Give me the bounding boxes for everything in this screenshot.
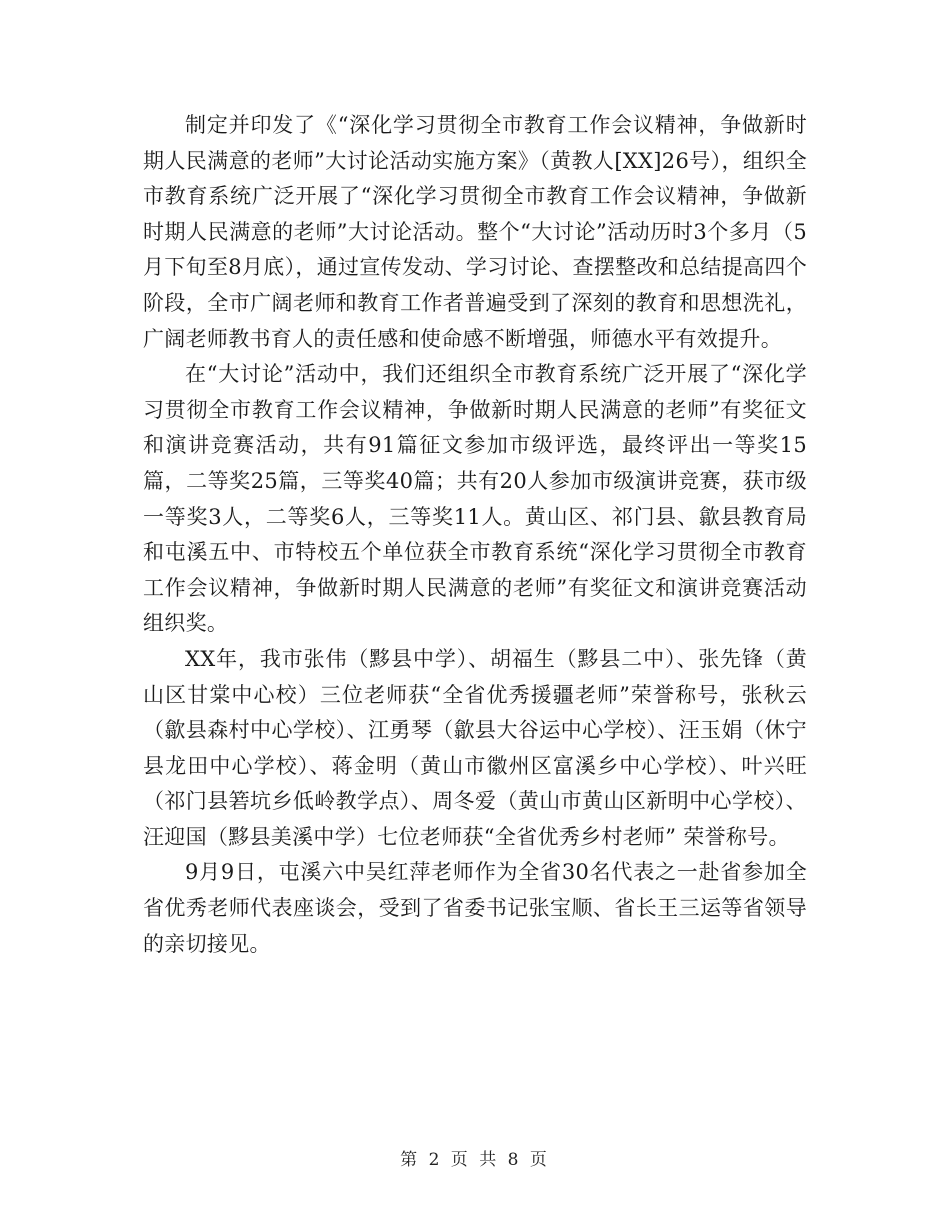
page-number-footer: 第 2 页 共 8 页 (400, 1150, 550, 1170)
paragraph-teacher-honors: XX年，我市张伟（黟县中学）、胡福生（黟县二中）、张先锋（黄山区甘棠中心校）三位老师获“全省优秀援疆老师”荣誉称号，张秋云（歙县森村中心学校）、江勇琴（歙县大谷运中心学校）、汪玉娟（休宁县龙田中心学校）、蒋金明（黄山市徽州区富溪乡中心学校）、叶兴旺（祁门县箬坑乡低岭教学点）、周冬爱（黄山市黄山区新明中心学校）、汪迎国（黟县美溪中学）七位老师获“全省优秀乡村老师” 荣誉称号。 (143, 646, 807, 849)
paragraph-essay-speech-contest: 在“大讨论”活动中，我们还组织全市教育系统广泛开展了“深化学习贯彻全市教育工作会议精神，争做新时期人民满意的老师”有奖征文和演讲竞赛活动，共有91篇征文参加市级评选，最终评出一等奖15篇，二等奖25篇，三等奖40篇；共有20人参加市级演讲竞赛，获市级一等奖3人，二等奖6人，三等奖11人。黄山区、祁门县、歙县教育局和屯溪五中、市特校五个单位获全市教育系统“深化学习贯彻全市教育工作会议精神，争做新时期人民满意的老师”有奖征文和演讲竞赛活动组织奖。 (143, 362, 807, 636)
paragraph-symposium: 9月9日，屯溪六中吴红萍老师作为全省30名代表之一赴省参加全省优秀老师代表座谈会，受到了省委书记张宝顺、省长王三运等省领导的亲切接见。 (143, 860, 807, 956)
document-body (143, 108, 807, 962)
paragraph-discussion-activity: 制定并印发了《“深化学习贯彻全市教育工作会议精神，争做新时期人民满意的老师”大讨论活动实施方案》（黄教人[XX]26号），组织全市教育系统广泛开展了“深化学习贯彻全市教育工作会议精神，争做新时期人民满意的老师”大讨论活动。整个“大讨论”活动历时3个多月（5月下旬至8月底），通过宣传发动、学习讨论、查摆整改和总结提高四个阶段，全市广阔老师和教育工作者普遍受到了深刻的教育和思想洗礼，广阔老师教书育人的责任感和使命感不断增强，师德水平有效提升。 (143, 113, 807, 351)
